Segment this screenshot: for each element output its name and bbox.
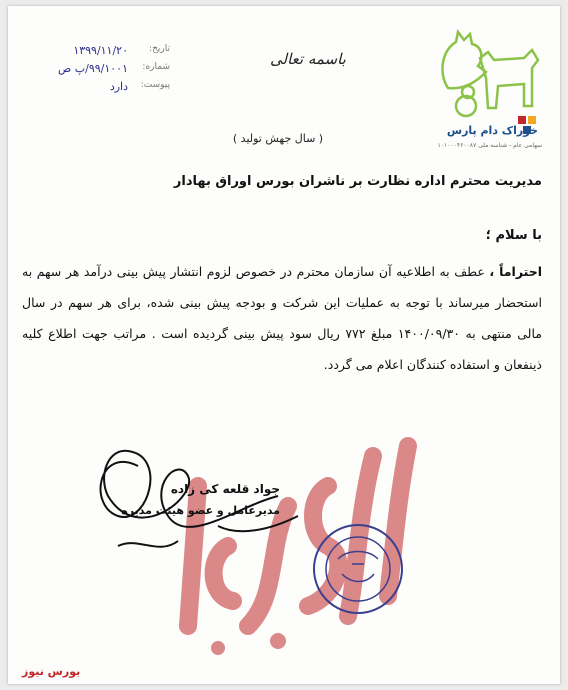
date-label: تاریخ:: [149, 44, 170, 54]
attachment-value: دارد: [109, 80, 128, 93]
letter-body: [22, 256, 542, 380]
meta-number-row: [20, 62, 170, 80]
company-stamp: [308, 514, 408, 624]
recipient: مدیریت محترم اداره نظارت بر ناشران بورس اوراق بهادار: [173, 174, 542, 189]
meta-attachment-row: [20, 80, 170, 98]
number-value: ۹۹/۱۰۰۱/پ ص: [57, 62, 128, 75]
meta-date-row: [20, 44, 170, 62]
date-value: ۱۳۹۹/۱۱/۲۰: [73, 44, 128, 57]
number-label: شماره:: [142, 62, 170, 72]
signer-name: جواد قلعه کی زاده: [170, 482, 280, 496]
letter-meta: [20, 44, 170, 98]
signer-title: مدیرعامل و عضو هیئت مدیره: [121, 504, 280, 517]
body-lead: احتراماً ،: [489, 264, 542, 279]
salutation: با سلام ؛: [485, 228, 542, 243]
company-name: خوراک دام پارس: [446, 124, 538, 137]
company-registration: سهامی عام - شناسه ملی ۱۰۱۰۰۰۴۶۰۰۸۷: [437, 142, 542, 149]
company-logo: [428, 28, 546, 138]
attachment-label: پیوست:: [140, 80, 170, 90]
letter-page: [8, 6, 560, 684]
brand-footer: بورس نیوز: [22, 665, 81, 678]
letterhead-tagline: باسمه تعالی: [270, 50, 346, 68]
year-slogan: ( سال جهش تولید ): [232, 132, 324, 145]
body-text: عطف به اطلاعیه آن سازمان محترم در خصوص لزوم انتشار پیش بینی درآمد هر سهم به استحضار میرساند با توجه به عملیات این شرکت و بودجه پیش بینی شده، برای هر سهم در سال مالی منتهی به ۱۴۰۰/۰۹/۳۰ مبلغ ۷۷۲ ریال سود پیش بینی گردیده است . مراتب جهت اطلاع کلیه ذینفعان و استفاده کنندگان اعلام می گردد.: [22, 264, 542, 372]
